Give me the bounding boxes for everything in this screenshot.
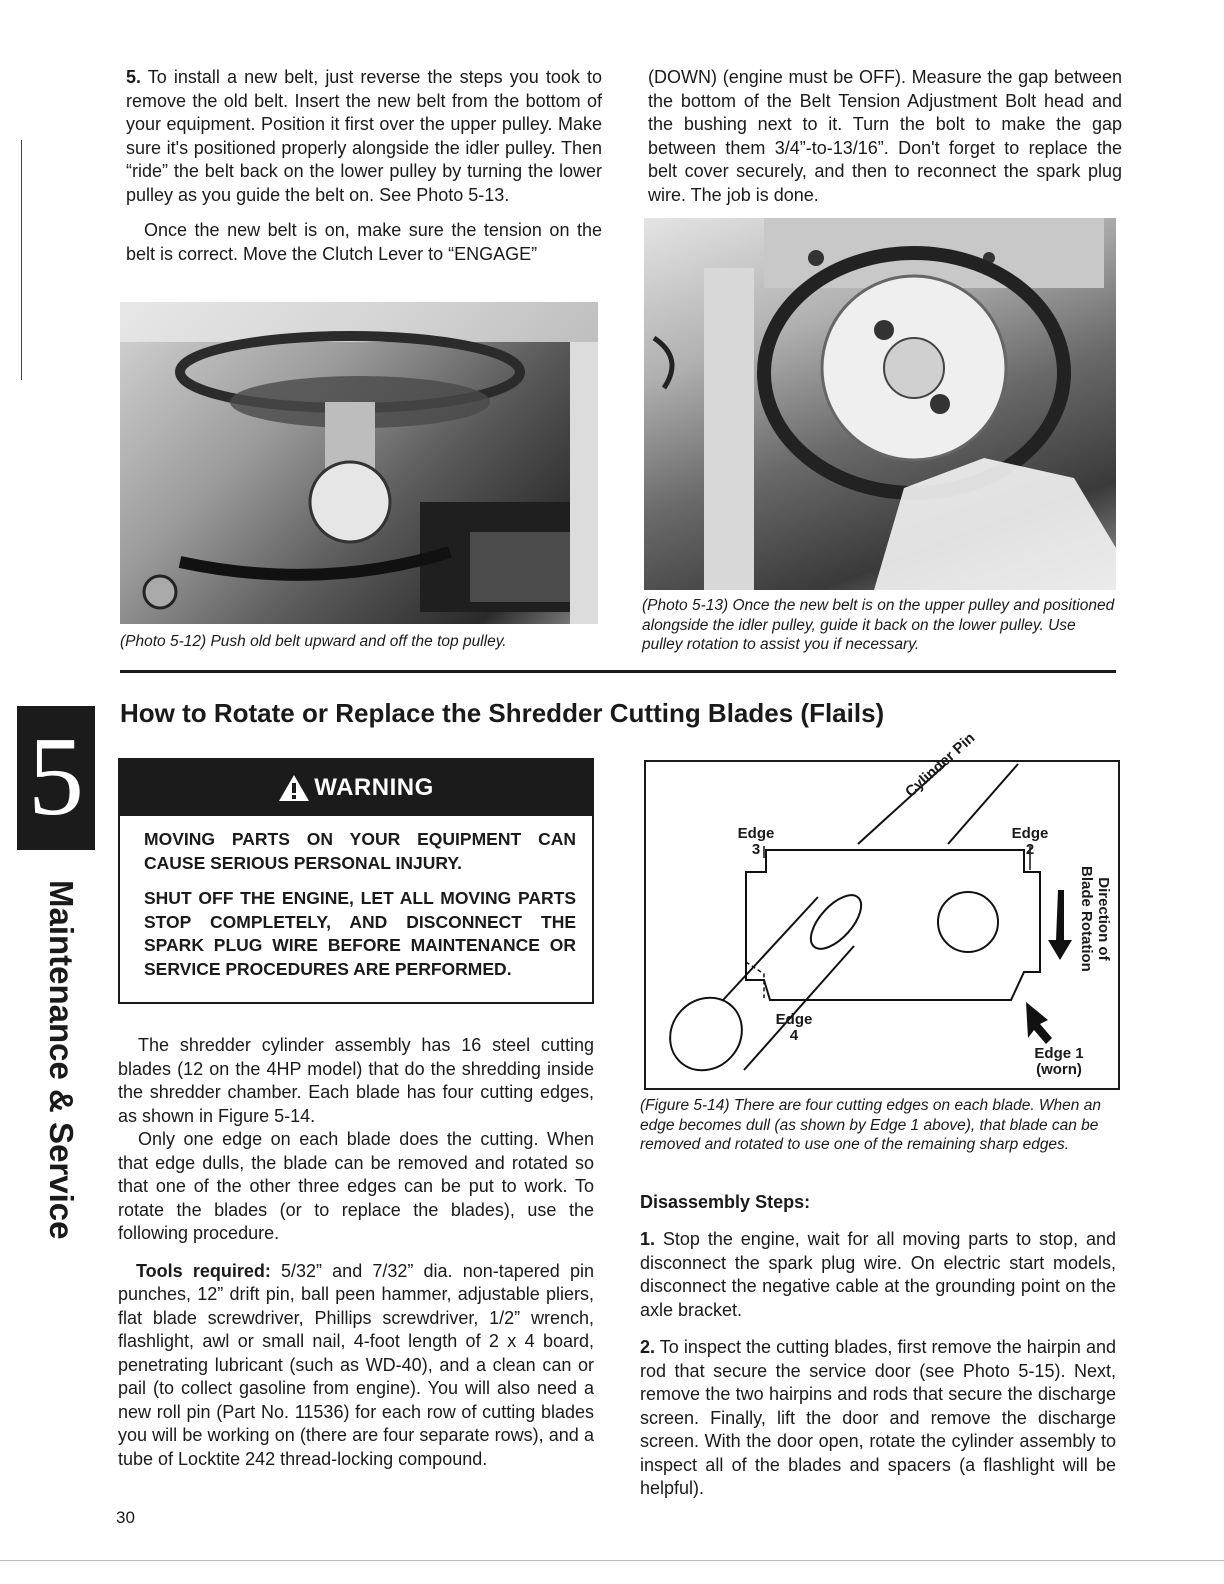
label-direction-line-2: Blade Rotation: [1078, 866, 1095, 972]
chapter-tab: [17, 706, 95, 850]
figure-5-14: [644, 729, 1120, 1090]
belt-tension-paragraph: Once the new belt is on, make sure the tension on the belt is correct. Move the Clutch Lever to “ENGAGE”: [126, 220, 602, 264]
bottom-rule: [0, 1560, 1224, 1561]
warning-triangle-icon: [278, 774, 310, 802]
warning-body: [120, 816, 592, 981]
label-direction-line-1: Direction of: [1095, 877, 1112, 961]
label-edge-3: [736, 826, 776, 858]
step-5-paragraph: [126, 66, 602, 207]
tools-paragraph: [118, 1260, 594, 1472]
warning-header: [120, 760, 592, 816]
belt-adjust-paragraph: (DOWN) (engine must be OFF). Measure the gap between the bottom of the Belt Tension Adjustment Bolt head and the bushing next to it. Turn the bolt to make the gap between them 3/4”-to-13/16”. Don't forget to replace the belt cover securely, and then to reconnect the spark plug wire. The job is done.: [648, 67, 1122, 205]
label-direction: [1078, 866, 1112, 972]
figure-5-14-caption: (Figure 5-14) There are four cutting edges on each blade. When an edge becomes dull (as shown by Edge 1 above), that blade can be removed and rotated to use one of the remaining sharp edges.: [640, 1097, 1101, 1153]
chapter-side-label: [35, 880, 83, 1250]
photo-5-13: [644, 218, 1116, 590]
step-1-text: Stop the engine, wait for all moving parts to stop, and disconnect the spark plug wire. On electric start models, disconnect the negative cable at the grounding point on the axle bracket.: [640, 1229, 1116, 1320]
blades-rotate-paragraph: Only one edge on each blade does the cutting. When that edge dulls, the blade can be removed and rotated so that one of the other three edges can be put to work. To rotate the blades (or to replace the blades), use the following procedure.: [118, 1129, 594, 1243]
label-edge-2-number: 2: [1025, 841, 1035, 858]
step-5-text: To install a new belt, just reverse the steps you took to remove the old belt. Insert the new belt from the bottom of your equipment. Position it first over the upper pulley. Make sure it's positioned properly alongside the idler pulley. Then “ride” the belt back on the lower pulley by turning the lower pulley as you guide the belt on. See Photo 5-13.: [126, 67, 602, 205]
label-edge-3-word: Edge: [737, 825, 775, 842]
label-edge-1-word: Edge 1: [1034, 1045, 1084, 1062]
warning-title: WARNING: [314, 774, 434, 801]
step-1-paragraph: [640, 1228, 1116, 1322]
label-edge-4: [772, 1012, 816, 1044]
chapter-title: Maintenance & Service: [43, 880, 80, 1240]
label-edge-4-word: Edge: [775, 1011, 813, 1028]
label-edge-3-number: 3: [751, 841, 761, 858]
step-5-block: [126, 66, 602, 266]
page-number: 30: [116, 1508, 135, 1527]
photo-5-12-caption: (Photo 5-12) Push old belt upward and off the top pulley.: [120, 633, 507, 650]
tools-label: Tools required:: [136, 1260, 271, 1281]
disassembly-heading: Disassembly Steps:: [640, 1192, 811, 1212]
chapter-number: 5: [28, 715, 84, 839]
label-cylinder-pin: Cylinder Pin: [902, 729, 979, 801]
blades-intro-paragraph: The shredder cylinder assembly has 16 steel cutting blades (12 on the 4HP model) that do the shredding inside the shredder chamber. Each blade has four cutting edges, as shown in Figure 5-14.: [118, 1035, 594, 1126]
label-edge-1-worn: (worn): [1036, 1061, 1082, 1078]
warning-box: [118, 758, 594, 1004]
step-2-paragraph: [640, 1336, 1116, 1501]
section-divider: [120, 670, 1116, 673]
section-title: How to Rotate or Replace the Shredder Cutting Blades (Flails): [120, 698, 885, 728]
photo-5-12: [120, 302, 598, 624]
tools-text: 5/32” and 7/32” dia. non-tapered pin punches, 12” drift pin, ball peen hammer, adjustable pliers, flat blade screwdriver, Phillips screwdriver, 1/2” wrench, flashlight, awl or small nail, 4-foot length of 2 x 4 board, penetrating lubricant (such as WD-40), and a clean can or pail (to collect gasoline from engine). You will also need a new roll pin (Part No. 11536) for each row of cutting blades you will be working on (there are four separate rows), and a tube of Locktite 242 thread-locking compound.: [118, 1260, 594, 1469]
photo-5-12-illustration: [120, 302, 598, 624]
belt-adjust-block: [648, 66, 1122, 207]
blade-diagram: [646, 762, 1118, 1088]
blades-intro-block: [118, 1034, 594, 1471]
disassembly-block: [640, 1190, 1116, 1501]
label-edge-1: [1024, 1046, 1094, 1078]
warning-line-2: SHUT OFF THE ENGINE, LET ALL MOVING PARTS STOP COMPLETELY, AND DISCONNECT THE SPARK PLUG WIRE BEFORE MAINTENANCE OR SERVICE PROCEDURES ARE PERFORMED.: [144, 888, 576, 979]
step-5-number: 5.: [126, 67, 142, 87]
label-edge-4-number: 4: [789, 1027, 799, 1044]
step-2-number: 2.: [640, 1337, 656, 1357]
label-edge-2: [1010, 826, 1050, 858]
step-2-text: To inspect the cutting blades, first remove the hairpin and rod that secure the service door (see Photo 5-15). Next, remove the two hairpins and rods that secure the discharge screen. Finally, lift the door and remove the discharge screen. With the door open, rotate the cylinder assembly to inspect all of the blades and spacers (a flashlight will be helpful).: [640, 1337, 1116, 1498]
photo-5-13-illustration: [644, 218, 1116, 590]
margin-rule: [21, 140, 22, 380]
label-edge-2-word: Edge: [1011, 825, 1049, 842]
step-1-number: 1.: [640, 1229, 656, 1249]
warning-line-1: MOVING PARTS ON YOUR EQUIPMENT CAN CAUSE SERIOUS PERSONAL INJURY.: [144, 829, 576, 873]
photo-5-13-caption: (Photo 5-13) Once the new belt is on the upper pulley and positioned alongside the idler pulley, guide it back on the lower pulley. Use pulley rotation to assist you if necessary.: [642, 597, 1115, 653]
